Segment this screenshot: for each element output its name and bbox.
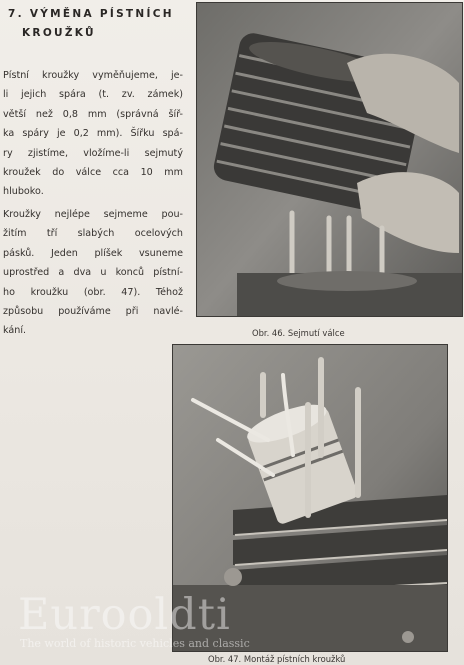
- heading-line-1: 7. VÝMĚNA PÍSTNÍCH: [8, 8, 174, 20]
- text-line: Pístní kroužky vyměňujeme, je-: [3, 70, 183, 81]
- heading-line-2: KROUŽKŮ: [22, 27, 96, 39]
- text-line: hluboko.: [3, 186, 44, 198]
- text-line: žitím tří slabých ocelových: [3, 228, 183, 240]
- text-line: způsobu používáme při navlé-: [3, 306, 183, 318]
- figure-47-caption: Obr. 47. Montáž pístních kroužků: [208, 654, 346, 664]
- text-line: kroužek do válce cca 10 mm: [3, 167, 183, 179]
- text-line: větší než 0,8 mm (správná šíř-: [3, 108, 183, 120]
- text-line: Kroužky nejlépe sejmeme pou-: [3, 209, 183, 220]
- paragraph-ring-removal: [3, 205, 183, 341]
- text-line: ho kroužku (obr. 47). Téhož: [3, 286, 183, 298]
- watermark-logo: Eurooldti: [18, 590, 231, 640]
- text-line: uprostřed a dva u konců pístní-: [3, 267, 183, 279]
- figure-46-photo: [196, 2, 463, 317]
- text-line: kání.: [3, 325, 27, 337]
- paragraph-ring-gap: [3, 66, 183, 202]
- figure-46-caption: Obr. 46. Sejmutí válce: [252, 328, 345, 338]
- text-line: ry zjistíme, vložíme-li sejmutý: [3, 147, 183, 159]
- text-line: ka spáry je 0,2 mm). Šířku spá-: [3, 128, 183, 140]
- section-heading: [8, 5, 193, 43]
- watermark-tagline: The world of historic vehicles and classic: [20, 637, 250, 650]
- text-line: pásků. Jeden plíšek vsuneme: [3, 247, 183, 259]
- text-line: li jejich spára (t. zv. zámek): [3, 89, 183, 101]
